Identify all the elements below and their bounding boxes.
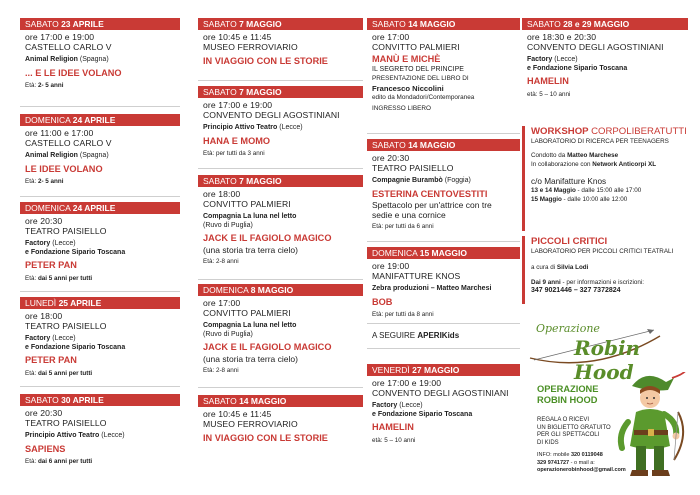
event-title: SAPIENS <box>25 443 66 454</box>
workshop-title: WORKSHOP CORPOLIBERATUTTI <box>531 126 687 137</box>
event-company: Factory (Lecce) <box>372 401 423 409</box>
critici-phones: 347 9021446 – 327 7372824 <box>531 287 621 294</box>
event-company: Animal Religion (Spagna) <box>25 55 109 63</box>
event-venue: MUSEO FERROVIARIO <box>203 42 298 53</box>
event-14-maggio-paisiello <box>367 139 520 231</box>
divider <box>367 323 520 324</box>
event-age: Età: 2-8 anni <box>203 257 239 265</box>
event-7-maggio-convitto <box>198 175 363 266</box>
event-24-aprile-morning <box>20 114 180 186</box>
divider <box>20 386 180 387</box>
divider <box>198 168 363 169</box>
event-date-header: SABATO 7 MAGGIO <box>198 175 363 187</box>
event-venue: CONVENTO DEGLI AGOSTINIANI <box>527 42 664 53</box>
event-times: ore 20:30 <box>372 153 410 163</box>
divider <box>198 80 363 81</box>
event-times: ore 18:30 e 20:30 <box>527 32 597 42</box>
event-age: Età: per tutti da 8 anni <box>372 311 434 319</box>
robin-hood-heading: OPERAZIONE ROBIN HOOD <box>537 384 599 405</box>
event-company: Compagnia La luna nel letto <box>203 321 297 329</box>
event-27-maggio <box>367 364 520 445</box>
divider <box>20 291 180 292</box>
event-date-header: SABATO 14 MAGGIO <box>198 395 363 407</box>
robin-hood-info: INFO: mobile 320 0119048 329 9741727 - o mail a: operazionerobinhood@gmail.com <box>537 452 626 474</box>
event-8-maggio-convitto <box>198 284 363 375</box>
event-times: ore 20:30 <box>25 408 63 418</box>
event-times: ore 10:45 e 11:45 <box>203 32 272 42</box>
event-date-header: SABATO 30 APRILE <box>20 394 180 406</box>
event-subtitle: (una storia tra terra cielo) <box>203 244 298 255</box>
workshop-partner: In collaborazione con Network Anticorpi XL <box>531 160 657 168</box>
event-times: ore 17:00 e 19:00 <box>25 32 95 42</box>
event-date-header: SABATO 14 MAGGIO <box>367 18 520 30</box>
event-company: Compagnia La luna nel letto <box>203 212 297 220</box>
event-title: ... E LE IDEE VOLANO <box>25 67 122 78</box>
event-age: Età: dai 5 anni per tutti <box>25 369 93 377</box>
event-author: Francesco Niccolini <box>372 84 444 94</box>
event-date-header: SABATO 14 MAGGIO <box>367 139 520 151</box>
event-times: ore 18:00 <box>203 189 241 199</box>
divider <box>198 279 363 280</box>
event-title: IN VIAGGIO CON LE STORIE <box>203 432 328 443</box>
event-times: ore 11:00 e 17:00 <box>25 128 94 138</box>
event-venue: CONVITTO PALMIERI <box>203 308 291 319</box>
event-company-2: e Fondazione Sipario Toscana <box>527 64 628 72</box>
event-venue: TEATRO PAISIELLO <box>25 226 107 237</box>
event-company: Principio Attivo Teatro (Lecce) <box>25 431 125 439</box>
event-book-title: IL SEGRETO DEL PRINCIPE <box>372 66 464 74</box>
aperikids-note: A SEGUIRE APERIKids <box>372 331 460 340</box>
event-company: Compagnie Burambò (Foggia) <box>372 176 471 184</box>
logo-word-2: Robin Hood <box>574 336 641 384</box>
event-14-maggio-convitto <box>367 18 520 113</box>
event-company-2: e Fondazione Sipario Toscana <box>25 248 126 256</box>
event-age: età: 5 – 10 anni <box>527 90 571 98</box>
event-age: Età: 2- 5 anni <box>25 178 64 186</box>
event-age: Età: per tutti da 6 anni <box>372 223 434 231</box>
event-28-29-maggio <box>522 18 688 99</box>
piccoli-critici-panel <box>522 236 688 304</box>
event-company-location: (Ruvo di Puglia) <box>203 221 253 229</box>
event-date-header: SABATO 23 APRILE <box>20 18 180 30</box>
critici-title: PICCOLI CRITICI <box>531 236 608 247</box>
event-venue: MANIFATTURE KNOS <box>372 271 461 282</box>
event-company-2: e Fondazione Sipario Toscana <box>372 410 473 418</box>
workshop-date-1: 13 e 14 Maggio - dalle 15:00 alle 17:00 <box>531 187 642 194</box>
robin-hood-illustration-icon <box>614 372 688 482</box>
event-times: ore 10:45 e 11:45 <box>203 409 272 419</box>
event-date-header: DOMENICA 8 MAGGIO <box>198 284 363 296</box>
event-times: ore 17:00 e 19:00 <box>203 100 273 110</box>
event-presentation: PRESENTAZIONE DEL LIBRO DI <box>372 75 469 83</box>
logo-word-1: Operazione <box>536 322 600 335</box>
workshop-panel <box>522 126 688 231</box>
event-company-location: (Ruvo di Puglia) <box>203 330 253 338</box>
event-company: Principio Attivo Teatro (Lecce) <box>203 123 303 131</box>
event-venue: TEATRO PAISIELLO <box>25 321 107 332</box>
event-venue: CASTELLO CARLO V <box>25 42 112 53</box>
event-title: HAMELIN <box>527 76 569 87</box>
event-company: Animal Religion (Spagna) <box>25 151 109 159</box>
event-title: JACK E IL FAGIOLO MAGICO <box>203 342 332 353</box>
workshop-leader: Condotto da Matteo Marchese <box>531 152 619 159</box>
event-venue: CONVENTO DEGLI AGOSTINIANI <box>203 110 340 121</box>
event-date-header: DOMENICA 24 APRILE <box>20 114 180 126</box>
event-times: ore 20:30 <box>25 216 63 226</box>
event-age: età: 5 – 10 anni <box>372 436 416 444</box>
robin-hood-section <box>522 314 688 484</box>
event-7-maggio-convento <box>198 86 363 158</box>
divider <box>367 241 520 242</box>
divider <box>20 106 180 107</box>
event-date-header: SABATO 7 MAGGIO <box>198 86 363 98</box>
divider <box>367 133 520 134</box>
critici-age: Dai 9 anni - per informazioni e iscrizioni: <box>531 278 645 286</box>
event-times: ore 19:00 <box>372 261 410 271</box>
event-title: PETER PAN <box>25 260 77 271</box>
critici-curator: a cura di Silvia Lodi <box>531 264 589 271</box>
event-times: ore 17:00 <box>372 32 410 42</box>
event-date-header: VENERDÌ 27 MAGGIO <box>367 364 520 376</box>
event-24-aprile-evening <box>20 202 180 283</box>
event-23-aprile <box>20 18 180 90</box>
event-date-header: DOMENICA 15 MAGGIO <box>367 247 520 259</box>
event-title: MANÙ E MICHÈ <box>372 53 441 64</box>
event-15-maggio <box>367 247 520 319</box>
workshop-date-2: 15 Maggio - dalle 10:00 alle 12:00 <box>531 195 628 203</box>
divider <box>198 387 363 388</box>
event-date-header: SABATO 7 MAGGIO <box>198 18 363 30</box>
event-age: Età: 2-8 anni <box>203 366 239 374</box>
event-title: JACK E IL FAGIOLO MAGICO <box>203 233 332 244</box>
event-14-maggio-museo <box>198 395 363 444</box>
event-subtitle-1: Spettacolo per un'attrice con tre <box>372 200 492 211</box>
event-date-header: SABATO 28 e 29 MAGGIO <box>522 18 688 30</box>
event-company: Factory (Lecce) <box>527 55 578 63</box>
event-subtitle: (una storia tra terra cielo) <box>203 353 298 364</box>
event-title: HAMELIN <box>372 422 414 433</box>
event-venue: TEATRO PAISIELLO <box>372 163 454 174</box>
event-company: Factory (Lecce) <box>25 239 76 247</box>
event-age: Età: 2- 5 anni <box>25 82 64 90</box>
event-entry: INGRESSO LIBERO <box>372 105 431 113</box>
event-company: Zebra produzioni – Matteo Marchesi <box>372 284 492 292</box>
event-title: HANA E MOMO <box>203 135 271 146</box>
critici-subtitle: LABORATORIO PER PICCOLI CRITICI TEATRALI <box>531 248 674 255</box>
event-30-aprile <box>20 394 180 466</box>
event-venue: CONVITTO PALMIERI <box>372 42 460 53</box>
event-title: ESTERINA CENTOVESTITI <box>372 188 488 199</box>
event-date-header: DOMENICA 24 APRILE <box>20 202 180 214</box>
event-7-maggio-museo <box>198 18 363 67</box>
event-times: ore 18:00 <box>25 311 63 321</box>
divider <box>20 196 180 197</box>
divider <box>367 348 520 349</box>
workshop-subtitle: LABORATORIO DI RICERCA PER TEENAGERS <box>531 138 669 145</box>
event-age: Età: dai 6 anni per tutti <box>25 458 93 466</box>
workshop-place: c/o Manifatture Knos <box>531 177 607 186</box>
event-subtitle-2: sedie e una cornice <box>372 210 446 221</box>
event-25-aprile <box>20 297 180 378</box>
event-times: ore 17:00 e 19:00 <box>372 378 442 388</box>
event-venue: CASTELLO CARLO V <box>25 138 112 149</box>
event-title: IN VIAGGIO CON LE STORIE <box>203 55 328 66</box>
event-venue: MUSEO FERROVIARIO <box>203 419 298 430</box>
event-title: BOB <box>372 296 393 307</box>
event-venue: CONVITTO PALMIERI <box>203 199 291 210</box>
event-date-header: LUNEDÌ 25 APRILE <box>20 297 180 309</box>
robin-hood-logo <box>526 314 666 384</box>
event-publisher: edito da Mondadori/Contemporanea <box>372 94 475 102</box>
event-title: LE IDEE VOLANO <box>25 163 103 174</box>
event-venue: CONVENTO DEGLI AGOSTINIANI <box>372 388 509 399</box>
event-times: ore 17:00 <box>203 298 241 308</box>
event-age: Età: dai 5 anni per tutti <box>25 274 93 282</box>
event-age: Età: per tutti da 3 anni <box>203 150 265 158</box>
event-title: PETER PAN <box>25 355 77 366</box>
event-company-2: e Fondazione Sipario Toscana <box>25 343 126 351</box>
event-company: Factory (Lecce) <box>25 334 76 342</box>
event-venue: TEATRO PAISIELLO <box>25 418 107 429</box>
robin-hood-text: REGALA O RICEVI UN BIGLIETTO GRATUITO PER GLI SPETTACOLI DI KIDS <box>537 417 611 446</box>
